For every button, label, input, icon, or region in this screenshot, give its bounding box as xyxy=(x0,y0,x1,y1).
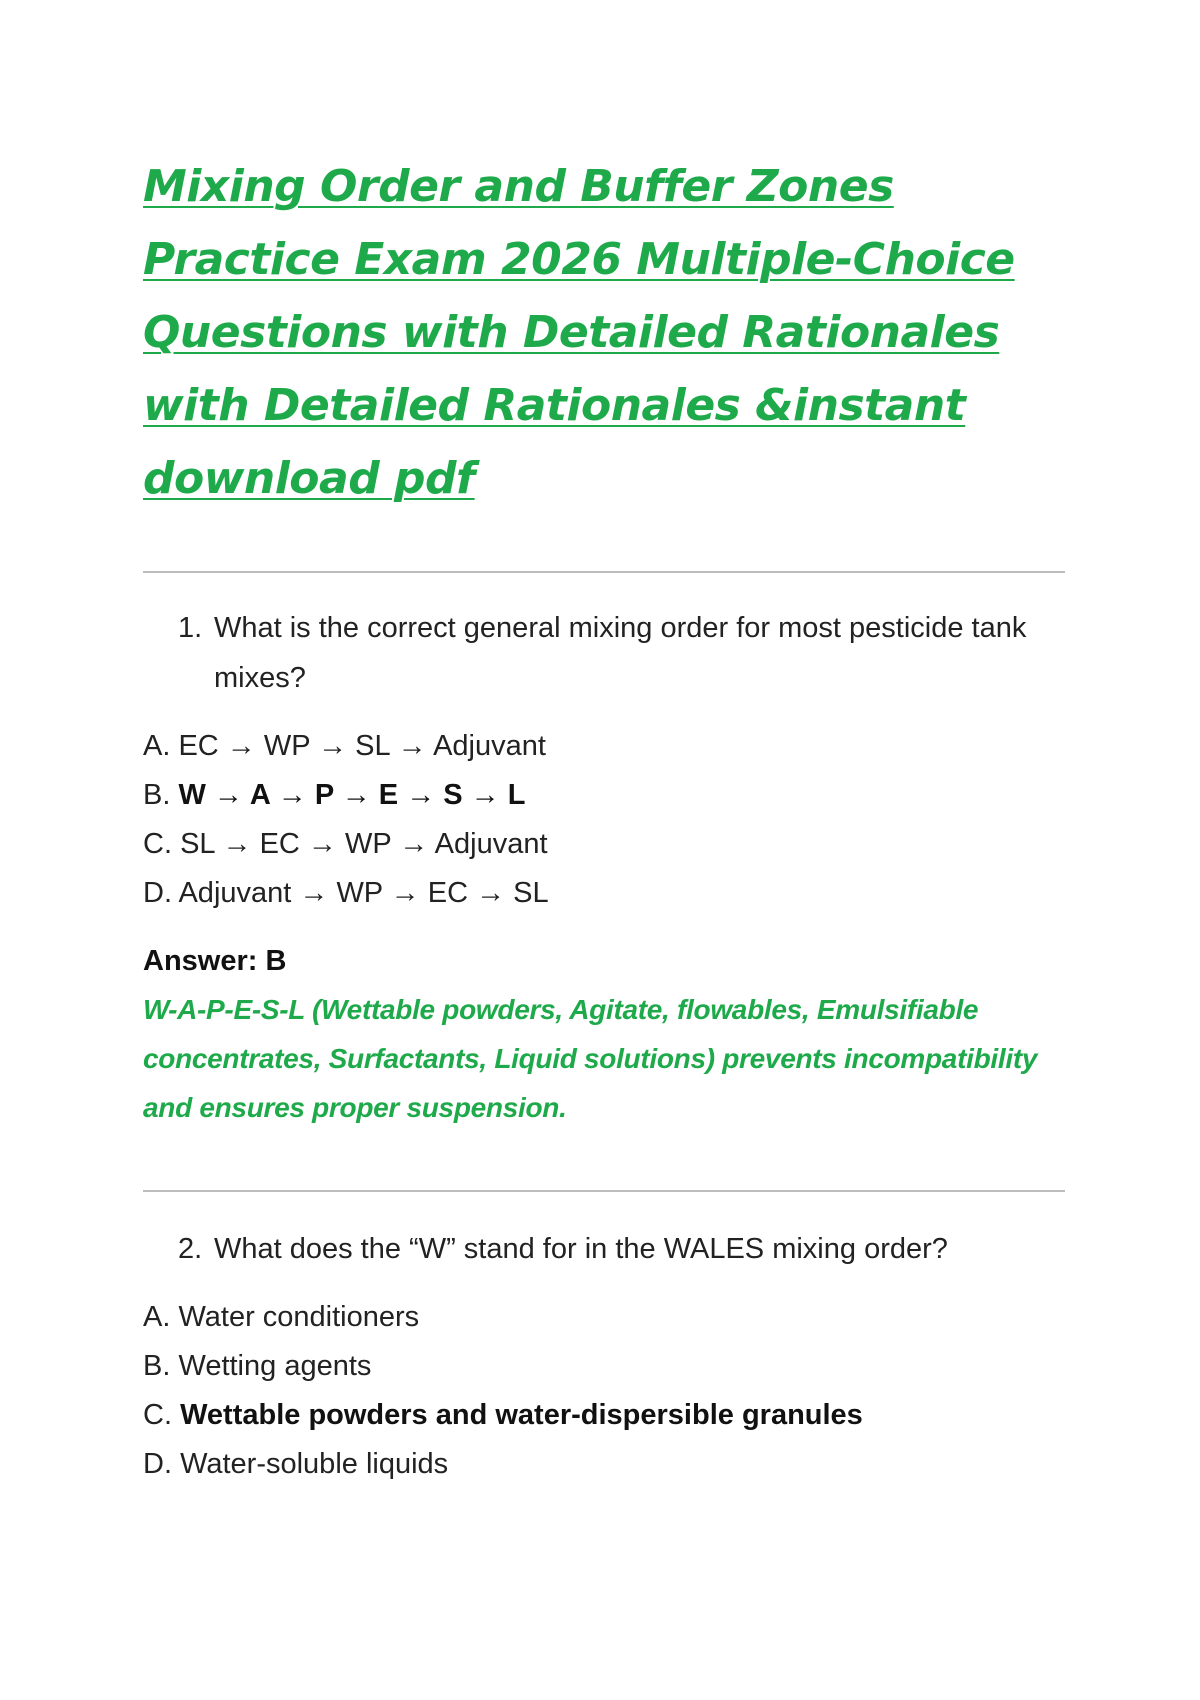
option-letter: D. xyxy=(143,1448,172,1480)
option-b xyxy=(143,771,1043,820)
option-text: SL → EC → WP → Adjuvant xyxy=(180,828,548,860)
option-text: Water-soluble liquids xyxy=(180,1448,449,1480)
option-d xyxy=(143,869,1043,918)
option-letter: C. xyxy=(143,828,172,860)
option-text: Water conditioners xyxy=(178,1301,420,1333)
option-a xyxy=(143,722,1043,771)
question-text: What is the correct general mixing order for most pesticide tank mixes? xyxy=(214,612,1027,694)
option-c xyxy=(143,820,1043,869)
question-1-options xyxy=(143,722,1043,918)
divider xyxy=(143,571,1065,573)
option-b xyxy=(143,1342,1043,1391)
option-d xyxy=(143,1440,1043,1489)
option-letter: B. xyxy=(143,779,171,811)
option-c xyxy=(143,1391,1043,1440)
question-2 xyxy=(178,1224,1058,1274)
question-text: What does the “W” stand for in the WALES mixing order? xyxy=(214,1233,948,1265)
rationale: W-A-P-E-S-L (Wettable powders, Agitate, flowables, Emulsifiable concentrates, Surfactants, Liquid solutions) prevents incompatibility and ensures proper suspension. xyxy=(143,994,1038,1123)
option-letter: B. xyxy=(143,1350,171,1382)
option-letter: C. xyxy=(143,1399,172,1431)
option-text-correct: W → A → P → E → S → L xyxy=(178,779,526,811)
question-number: 2. xyxy=(178,1233,203,1265)
option-a xyxy=(143,1293,1043,1342)
option-letter: A. xyxy=(143,1301,171,1333)
divider xyxy=(143,1190,1065,1192)
option-letter: D. xyxy=(143,877,172,909)
answer-label: Answer: B xyxy=(143,945,287,977)
option-letter: A. xyxy=(143,730,171,762)
document-title: Mixing Order and Buffer Zones Practice Exam 2026 Multiple-Choice Questions with Detailed Rationales with Detailed Rationales &instant download pdf xyxy=(143,161,1015,504)
option-text: Adjuvant → WP → EC → SL xyxy=(178,877,549,909)
option-text: Wetting agents xyxy=(178,1350,372,1382)
option-text: EC → WP → SL → Adjuvant xyxy=(178,730,546,762)
question-2-options xyxy=(143,1293,1043,1489)
option-text-correct: Wettable powders and water-dispersible granules xyxy=(180,1399,863,1431)
question-1 xyxy=(178,603,1058,703)
question-number: 1. xyxy=(178,612,203,644)
